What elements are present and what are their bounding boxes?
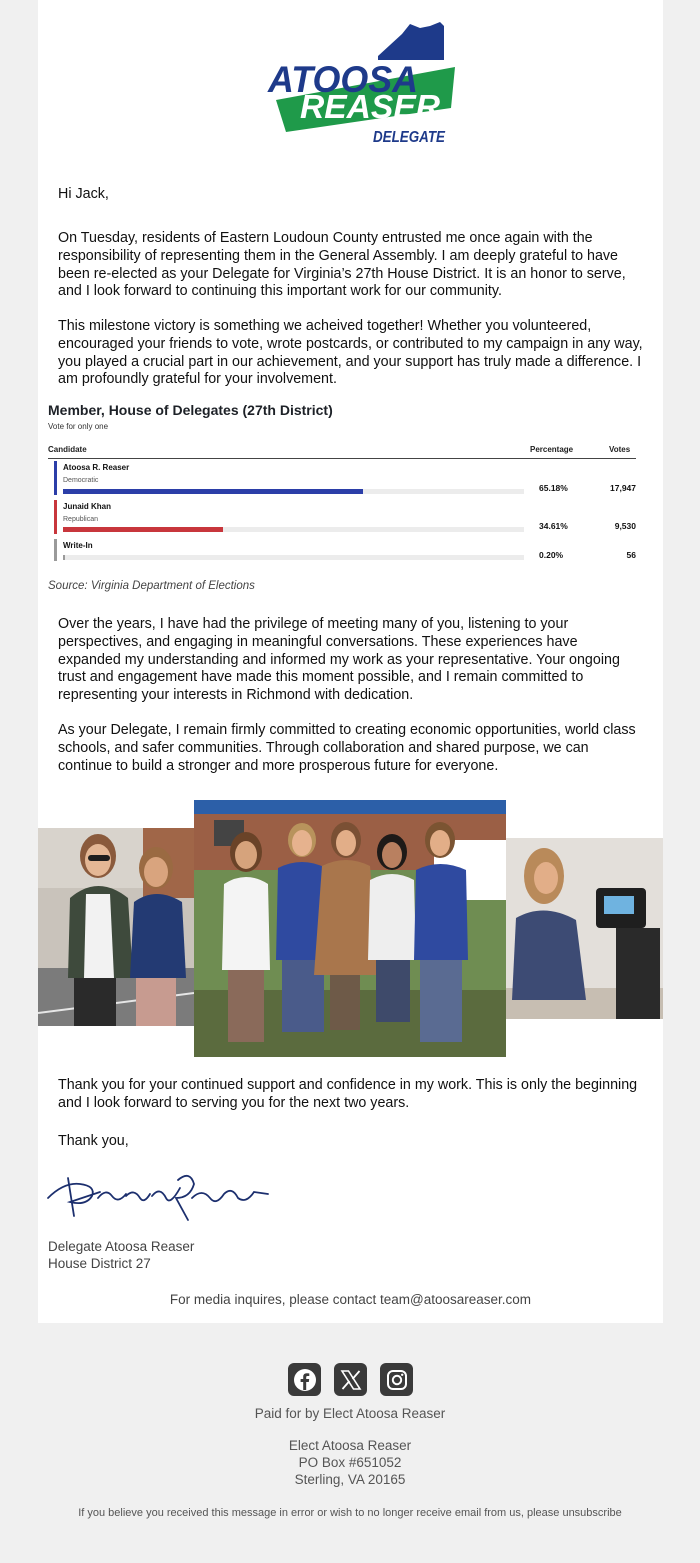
candidate-party: Democratic [63, 477, 99, 484]
header-percentage: Percentage [530, 445, 574, 454]
candidate-name: Write-In [63, 541, 93, 550]
result-row [54, 461, 636, 495]
results-title: Member, House of Delegates (27th District) [48, 402, 333, 418]
vote-share-bar [63, 527, 223, 532]
media-contact: For media inquires, please contact team@atoosareaser.com [169, 1292, 532, 1307]
candidate-party: Republican [63, 516, 99, 523]
results-header [48, 445, 636, 459]
photo-group-at-polls [194, 800, 506, 1057]
photo-voting-machine [506, 838, 663, 1019]
signoff: Thank you, [58, 1133, 129, 1149]
candidate-percentage: 65.18% [539, 483, 568, 493]
header-candidate: Candidate [48, 445, 87, 454]
logo-graphic [260, 20, 460, 145]
candidate-votes: 56 [626, 550, 636, 560]
signature-name: Delegate Atoosa Reaser [48, 1239, 195, 1254]
paid-for-disclaimer: Paid for by Elect Atoosa Reaser [254, 1406, 446, 1421]
x-icon [339, 1368, 363, 1392]
address-line: PO Box #651052 [298, 1455, 402, 1470]
instagram-link[interactable] [380, 1363, 413, 1396]
address-line: Elect Atoosa Reaser [288, 1438, 412, 1453]
photo-supporters-parking-lot [38, 828, 194, 1026]
party-stripe [54, 539, 57, 561]
address-line: Sterling, VA 20165 [294, 1472, 406, 1487]
candidate-votes: 9,530 [614, 521, 636, 531]
results-subtitle: Vote for only one [48, 422, 109, 431]
signature-block [48, 1238, 194, 1272]
header-votes: Votes [609, 445, 631, 454]
party-stripe [54, 500, 57, 534]
email-card [38, 0, 663, 1323]
candidate-name: Atoosa R. Reaser [63, 463, 130, 472]
unsubscribe-notice[interactable]: If you believe you received this message in error or wish to no longer receive email from us, please unsubscribe [78, 1507, 622, 1519]
greeting: Hi Jack, [58, 186, 109, 202]
candidate-votes: 17,947 [610, 483, 636, 493]
x-link[interactable] [334, 1363, 367, 1396]
paragraph-reelected: On Tuesday, residents of Eastern Loudoun County entrusted me once again with the responsibility of representing them in the General Assembly. I am deeply grateful to have been re-elected as your Delegate for Virginia’s 27th House District. It is an honor to serve, and I look forward to continuing this important work for our community. [58, 230, 626, 300]
instagram-icon [385, 1368, 409, 1392]
paragraph-thanks: Thank you for your continued support and confidence in my work. This is only the beginning and I look forward to serving you for the next two years. [58, 1077, 638, 1111]
paragraph-victory: This milestone victory is something we acheived together! Whether you volunteered, encouraged your friends to vote, wrote postcards, or contributed to my campaign in any way, you played a crucial part in our achievement, and your support has truly made a difference. I am profoundly grateful for your involvement. [58, 318, 643, 388]
vote-share-track [63, 489, 524, 494]
candidate-name: Junaid Khan [63, 502, 112, 511]
logo-line1: ATOOSA [267, 59, 418, 100]
handwritten-signature [40, 1158, 280, 1230]
vote-share-track [63, 527, 524, 532]
vote-share-bar [63, 555, 65, 560]
facebook-link[interactable] [288, 1363, 321, 1396]
campaign-logo [260, 20, 460, 145]
candidate-percentage: 0.20% [539, 550, 564, 560]
vote-share-track [63, 555, 524, 560]
logo-line3: DELEGATE [373, 129, 447, 145]
paragraph-privilege: Over the years, I have had the privilege of meeting many of you, listening to your perspectives, and engaging in meaningful conversations. These experiences have expanded my understanding and informed my work as your representative. Your ongoing trust and engagement have made this moment possible, and I remain committed to representing your interests in Richmond with dedication. [58, 616, 620, 704]
mailing-address [0, 1437, 700, 1488]
result-row [54, 539, 636, 561]
paragraph-commitment: As your Delegate, I remain firmly committed to creating economic opportunities, world class schools, and safer communities. Through collaboration and shared purpose, we can continue to build a stronger and more prosperous future for everyone. [58, 722, 636, 774]
logo-line2: REASER [300, 88, 441, 125]
election-results [48, 402, 638, 560]
vote-share-bar [63, 489, 363, 494]
candidate-percentage: 34.61% [539, 521, 568, 531]
facebook-icon [293, 1368, 317, 1392]
signature-district: House District 27 [48, 1256, 151, 1271]
result-row [54, 500, 636, 534]
results-source: Source: Virginia Department of Elections [48, 580, 255, 592]
party-stripe [54, 461, 57, 495]
